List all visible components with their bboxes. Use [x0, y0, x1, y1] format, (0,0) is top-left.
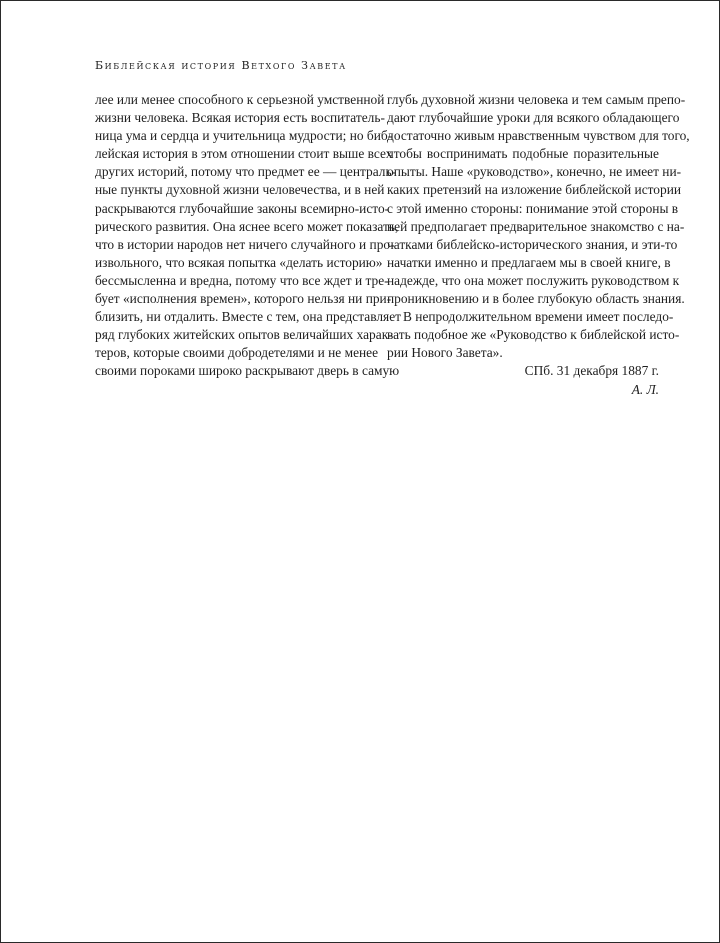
text-line: ряд глубоких житейских опытов величайших харак-	[95, 327, 393, 343]
text-line: чтобы воспринимать подобные поразительные	[387, 146, 659, 162]
text-line: глубь духовной жизни человека и тем самым препо-	[387, 92, 686, 107]
text-line: дают глубочайшие уроки для всякого обладающего	[387, 110, 680, 126]
left-column	[95, 91, 401, 381]
signature-author: А. Л.	[631, 381, 659, 397]
text-line: рии Нового Завета».	[387, 345, 503, 361]
text-line: каких претензий на изложение библейской истории	[387, 182, 682, 198]
text-line: ные пункты духовной жизни человечества, и в ней	[95, 182, 385, 198]
text-line: извольного, что всякая попытка «делать историю»	[95, 254, 383, 270]
text-line: ней предполагает предварительное знакомство с на-	[387, 218, 685, 234]
text-line: лее или менее способного к серьезной умственной	[95, 92, 385, 107]
running-head: Библейская история Ветхого Завета	[95, 59, 347, 72]
right-column	[387, 91, 690, 399]
paragraph	[387, 91, 690, 308]
text-line: рического развития. Она яснее всего может показать,	[95, 218, 399, 234]
text-line: достаточно живым нравственным чувством для того,	[387, 128, 690, 144]
text-line: теров, которые своими добродетелями и не менее	[95, 345, 379, 361]
text-line: В непродолжительном времени имеет последо-	[403, 309, 674, 325]
text-line: чатками библейско-исторического знания, и эти-то	[387, 236, 678, 252]
text-line: жизни человека. Всякая история есть воспитатель-	[95, 110, 385, 126]
text-line: лейская история в этом отношении стоит выше всех	[95, 146, 393, 162]
signature-date: СПб. 31 декабря 1887 г.	[524, 363, 659, 379]
text-line: опыты. Наше «руководство», конечно, не имеет ни-	[387, 164, 682, 180]
text-line: близить, ни отдалить. Вместе с тем, она представляет	[95, 309, 401, 325]
text-line: надежде, что она может послужить руководством к	[387, 272, 680, 288]
text-line: своими пороками широко раскрывают дверь в самую	[95, 363, 400, 379]
text-line: что в истории народов нет ничего случайного и про-	[95, 236, 395, 252]
paragraph	[387, 308, 680, 362]
text-line: ница ума и сердца и учительница мудрости; но биб-	[95, 128, 393, 144]
text-line: бессмысленна и вредна, потому что все ждет и тре-	[95, 272, 389, 288]
text-line: начатки именно и предлагаем мы в своей книге, в	[387, 254, 671, 270]
text-line: с этой именно стороны: понимание этой стороны в	[387, 200, 679, 216]
text-line: бует «исполнения времен», которого нельзя ни при-	[95, 291, 392, 307]
text-line: раскрываются глубочайшие законы всемирно-исто-	[95, 200, 390, 216]
text-line: других историй, потому что предмет ее — централь-	[95, 164, 397, 180]
text-line: вать подобное же «Руководство к библейской исто-	[387, 327, 680, 343]
text-line: проникновению и в более глубокую область знания.	[387, 291, 685, 307]
